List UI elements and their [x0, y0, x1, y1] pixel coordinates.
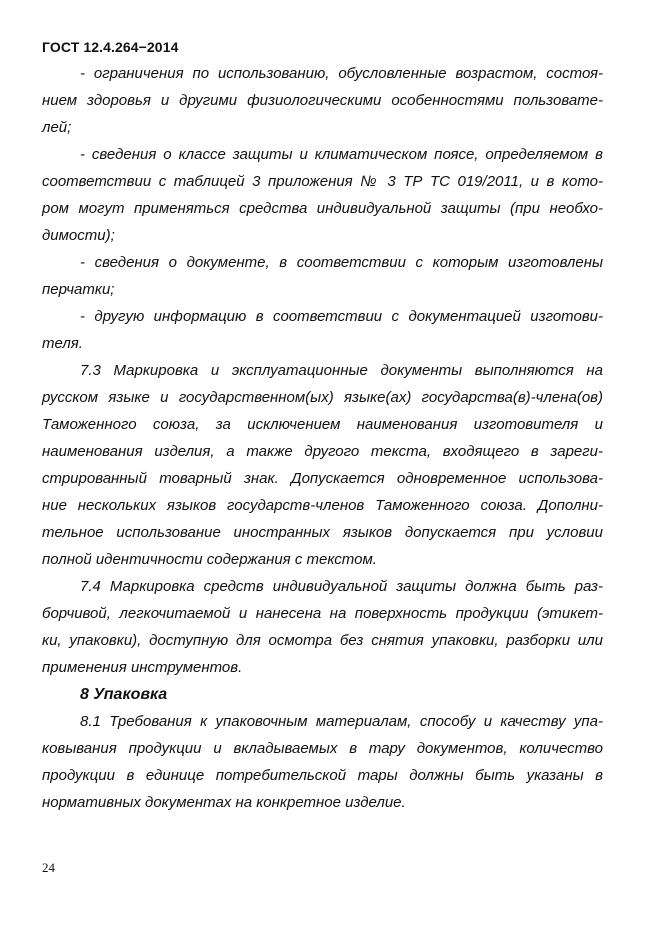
text-line: лей; — [42, 119, 72, 136]
page-number: 24 — [42, 860, 55, 875]
text-line: ром могут применяться средства индивидуальной защиты (при необхо- — [42, 200, 603, 217]
text-line: Таможенного союза, за исключением наименования изготовителя и — [42, 416, 603, 433]
text-line: русском языке и государственном(ых) языке(ах) государства(в)-члена(ов) — [42, 389, 603, 406]
text-line: тельное использование иностранных языков допускается при условии — [42, 524, 603, 541]
text-line: перчатки; — [42, 281, 115, 298]
text-line: 7.3 Маркировка и эксплуатационные документы выполняются на — [80, 362, 603, 379]
text-line: наименования изделия, а также другого текста, входящего в зареги- — [42, 443, 603, 460]
text-line: соответствии с таблицей 3 приложения № 3 ТР ТС 019/2011, и в кото- — [42, 173, 603, 190]
text-line: димости); — [42, 227, 115, 244]
text-line: - другую информацию в соответствии с документацией изготови- — [80, 308, 603, 325]
text-line: стрированный товарный знак. Допускается одновременное использова- — [42, 470, 603, 487]
text-line: - сведения о документе, в соответствии с которым изготовлены — [80, 254, 603, 271]
text-line: продукции в единице потребительской тары должны быть указаны в — [42, 767, 603, 784]
text-line: нормативных документах на конкретное изделие. — [42, 794, 406, 811]
standard-number: ГОСТ 12.4.264−2014 — [42, 39, 179, 55]
text-line: полной идентичности содержания с текстом. — [42, 551, 377, 568]
text-line: борчивой, легкочитаемой и нанесена на поверхность продукции (этикет- — [42, 605, 603, 622]
text-line: теля. — [42, 335, 83, 352]
section-heading: 8 Упаковка — [80, 686, 168, 703]
text-line: нием здоровья и другими физиологическими особенностями пользовате- — [42, 92, 603, 109]
text-line: ние нескольких языков государств-членов Таможенного союза. Дополни- — [42, 497, 603, 514]
text-line: 8.1 Требования к упаковочным материалам, способу и качеству упа- — [80, 713, 603, 730]
document-body — [42, 60, 603, 816]
text-line: - ограничения по использованию, обусловленные возрастом, состоя- — [80, 65, 603, 82]
text-line: ковывания продукции и вкладываемых в тару документов, количество — [42, 740, 603, 757]
text-line: - сведения о классе защиты и климатическом поясе, определяемом в — [80, 146, 603, 163]
text-line: применения инструментов. — [42, 659, 243, 676]
text-line: 7.4 Маркировка средств индивидуальной защиты должна быть раз- — [80, 578, 603, 595]
text-line: ки, упаковки), доступную для осмотра без снятия упаковки, разборки или — [42, 632, 603, 649]
